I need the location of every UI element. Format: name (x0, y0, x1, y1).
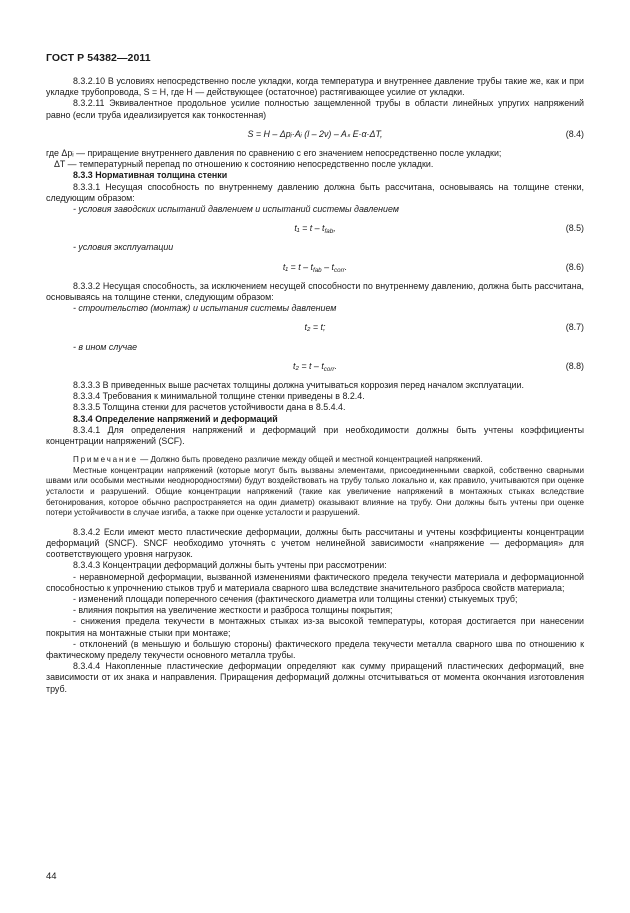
list-item: - изменений площади поперечного сечения (фактического диаметра или толщины стенки) стыкуемых труб; (73, 593, 518, 604)
paragraph-8-3-4-4: 8.3.4.4 Накопленные пластические деформации определяют как сумму приращений пластических деформаций, вне зависимости от их знака и направления. Приращения деформаций должны отсчитываться от момента окончания изготовления труб. (46, 661, 584, 694)
list-item: - неравномерной деформации, вызванной изменениями фактического предела текучести материала и деформационной способностью к упрочнению стыков труб и материала сварного шва вследствие значительного разброса свойств материала; (46, 571, 584, 593)
equation-formula: $t_1 = t - t_{fab}$, (294, 223, 336, 236)
condition-construction: - строительство (монтаж) и испытания системы давлением (73, 303, 337, 314)
equation-number: (8.5) (565, 223, 584, 234)
equation-8-6 (46, 262, 584, 273)
note-text: — Должно быть проведено различие между общей и местной концентрацией напряжений. (137, 455, 483, 465)
paragraph-8-3-3-2: 8.3.3.2 Несущая способность, за исключением несущей способности по внутреннему давлению, должна быть рассчитана, основываясь на толщине стенки, следующим образом: (46, 280, 584, 302)
condition-otherwise: - в ином случае (73, 341, 138, 352)
equation-8-4 (46, 129, 584, 140)
section-heading-8-3-4: 8.3.4 Определение напряжений и деформаций (73, 413, 278, 424)
page-number: 44 (46, 871, 57, 882)
equation-formula: t₂ = t; (304, 322, 326, 333)
definition-delta-t: ΔT — температурный перепад по отношению к состоянию непосредственно после укладки. (54, 159, 434, 170)
document-header: ГОСТ Р 54382—2011 (46, 52, 151, 64)
paragraph-8-3-2-11: 8.3.2.11 Эквивалентное продольное усилие полностью защемленной трубы в области линейных упругих напряжений равно (если труба идеализируется как тонкостенная) (46, 98, 584, 120)
equation-number: (8.7) (565, 322, 584, 333)
paragraph-8-3-3-3: 8.3.3.3 В приведенных выше расчетах толщины должна учитываться коррозия перед началом эксплуатации. (73, 379, 524, 390)
equation-8-7 (46, 322, 584, 333)
note-body: Местные концентрации напряжений (которые могут быть вызваны элементами, присоединенными сваркой, собственно сварными швами или особыми местными неоднородностями) будут воздействовать на трубу только локально и, как правило, учитываются при оценке усталости и разрушений. Общие концентрации напряжений (такие как увеличение напряжений в монтажных стыках вследствие бетонирования, которое обычно распространяется на один диаметр) оказывают влияние на трубу. Они должны быть учтены при оценке потери устойчивости в случае изгиба, а также при оценке усталости и разрушений. (46, 465, 584, 518)
equation-formula: $t_1 = t - t_{fab} - t_{corr}$. (282, 261, 348, 274)
equation-8-8 (46, 361, 584, 372)
condition-factory-tests: - условия заводских испытаний давлением и испытаний системы давлением (73, 204, 399, 215)
equation-formula: S = H – Δpᵢ·Aᵢ (l – 2ν) – Aₛ E·α·ΔT, (247, 128, 383, 139)
paragraph-8-3-3-5: 8.3.3.5 Толщина стенки для расчетов устойчивости дана в 8.5.4.4. (73, 402, 346, 413)
list-item: - отклонений (в меньшую и большую стороны) фактического предела текучести металла сварного шва по отношению к фактическому пределу текучести основного металла трубы. (46, 638, 584, 660)
equation-number: (8.6) (565, 261, 584, 272)
note-block (46, 455, 584, 519)
definition-delta-p: где Δpᵢ — приращение внутреннего давления по сравнению с его значением непосредственно после укладки; (46, 148, 502, 158)
note-first-line (46, 455, 584, 466)
equation-formula: $t_2 = t - t_{corr}$. (293, 360, 337, 373)
equation-8-5 (46, 223, 584, 234)
document-body (46, 76, 584, 695)
list-item: - снижения предела текучести в монтажных стыках из-за высокой температуры, которая достигается при нанесении покрытия на монтажные стыки при монтаже; (46, 616, 584, 638)
section-heading-8-3-3: 8.3.3 Нормативная толщина стенки (73, 170, 228, 181)
paragraph-8-3-3-4: 8.3.3.4 Требования к минимальной толщине стенки приведены в 8.2.4. (73, 391, 365, 402)
paragraph-8-3-4-3: 8.3.4.3 Концентрации деформаций должны быть учтены при рассмотрении: (73, 560, 387, 571)
list-item: - влияния покрытия на увеличение жесткости и разброса толщины покрытия; (73, 605, 393, 616)
equation-number: (8.8) (565, 360, 584, 371)
paragraph-8-3-4-1: 8.3.4.1 Для определения напряжений и деформаций при необходимости должны быть учтены коэффициенты концентрации напряжений (SCF). (46, 424, 584, 446)
equation-number: (8.4) (565, 128, 584, 139)
paragraph-8-3-2-10: 8.3.2.10 В условиях непосредственно после укладки, когда температура и внутреннее давление трубы такие же, как и при укладке трубопровода, S = H, где H — действующее (остаточное) растягивающее усилие от укладки. (46, 76, 584, 98)
paragraph-8-3-3-1: 8.3.3.1 Несущая способность по внутреннему давлению должна быть рассчитана, основываясь на толщине стенки, следующим образом: (46, 181, 584, 203)
note-label: Примечание (73, 455, 138, 465)
paragraph-8-3-4-2: 8.3.4.2 Если имеют место пластические деформации, должны быть рассчитаны и учтены коэффициенты концентрации деформаций (SNCF). SNCF необходимо уточнять с учетом нелинейной зависимости «напряжение — деформация» для соответствующего уровня нагрузок. (46, 526, 584, 560)
condition-operation: - условия эксплуатации (73, 242, 174, 253)
